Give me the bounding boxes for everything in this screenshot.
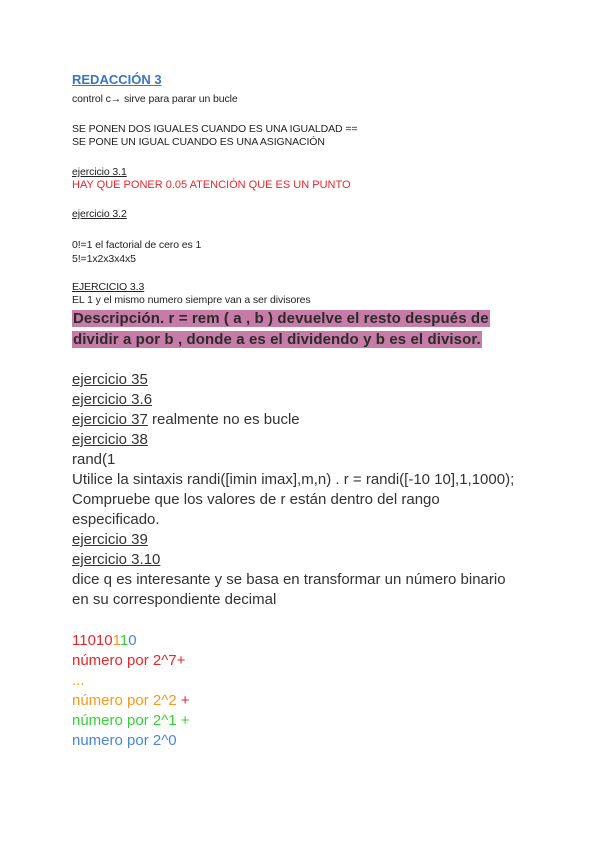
heading-exercise-3-2: ejercicio 3.2 <box>72 208 127 220</box>
binary-digit-orange: 1 <box>112 632 120 649</box>
note-binary-intro-1: dice q es interesante y se basa en transformar un número binario <box>72 571 506 588</box>
note-factorial-five: 5!=1x2x3x4x5 <box>72 253 136 265</box>
note-control-c: control c→ sirve para parar un bucle <box>72 93 238 105</box>
note-randi-range: especificado. <box>72 511 160 528</box>
note-binary-intro-2: en su correspondiente decimal <box>72 591 277 608</box>
note-single-equals: SE PONE UN IGUAL CUANDO ES UNA ASIGNACIÓN <box>72 136 325 148</box>
binary-digit-green: 1 <box>119 632 129 649</box>
heading-exercise-3-3: EJERCICIO 3.3 <box>72 281 145 293</box>
note-exercise-37: realmente no es bucle <box>147 411 300 428</box>
conversion-text-2-2: número por 2^2 <box>72 692 177 709</box>
heading-exercise-37: ejercicio 37 <box>72 411 148 428</box>
note-randi-check: Compruebe que los valores de r están dentro del rango <box>72 491 440 508</box>
note-randi-syntax: Utilice la sintaxis randi([imin imax],m,n) . r = randi([-10 10],1,1000); <box>72 471 515 488</box>
conversion-line-2-7: número por 2^7+ <box>72 652 186 669</box>
conversion-ellipsis: ... <box>72 672 85 689</box>
highlighted-description-line-2: dividir a por b , donde a es el dividendo y b es el divisor. <box>73 331 481 348</box>
conversion-line-2-1: número por 2^1 + <box>72 712 190 729</box>
binary-digit-blue: 0 <box>128 632 137 649</box>
heading-exercise-3-6: ejercicio 3.6 <box>72 391 153 408</box>
binary-digits-red: 11010 <box>72 632 113 649</box>
heading-exercise-3-1: ejercicio 3.1 <box>72 166 127 178</box>
conversion-line-2-2 <box>72 692 190 709</box>
note-factorial-zero: 0!=1 el factorial de cero es 1 <box>72 239 202 251</box>
document-title: REDACCIÓN 3 <box>72 72 162 87</box>
highlighted-description-line-1: Descripción. r = rem ( a , b ) devuelve el resto después de <box>73 310 489 327</box>
conversion-line-2-0: numero por 2^0 <box>72 732 177 749</box>
note-exercise-3-1: HAY QUE PONER 0.05 ATENCIÓN QUE ES UN PUNTO <box>72 179 351 191</box>
conversion-plus-red: + <box>176 692 190 709</box>
heading-exercise-38: ejercicio 38 <box>72 431 148 448</box>
note-exercise-3-3: EL 1 y el mismo numero siempre van a ser divisores <box>72 294 311 306</box>
heading-exercise-3-10: ejercicio 3.10 <box>72 551 161 568</box>
heading-exercise-39: ejercicio 39 <box>72 531 148 548</box>
binary-number <box>72 632 137 649</box>
line-exercise-37 <box>72 411 300 428</box>
note-double-equals: SE PONEN DOS IGUALES CUANDO ES UNA IGUALDAD == <box>72 123 358 135</box>
note-rand: rand(1 <box>72 451 116 468</box>
heading-exercise-35: ejercicio 35 <box>72 371 148 388</box>
